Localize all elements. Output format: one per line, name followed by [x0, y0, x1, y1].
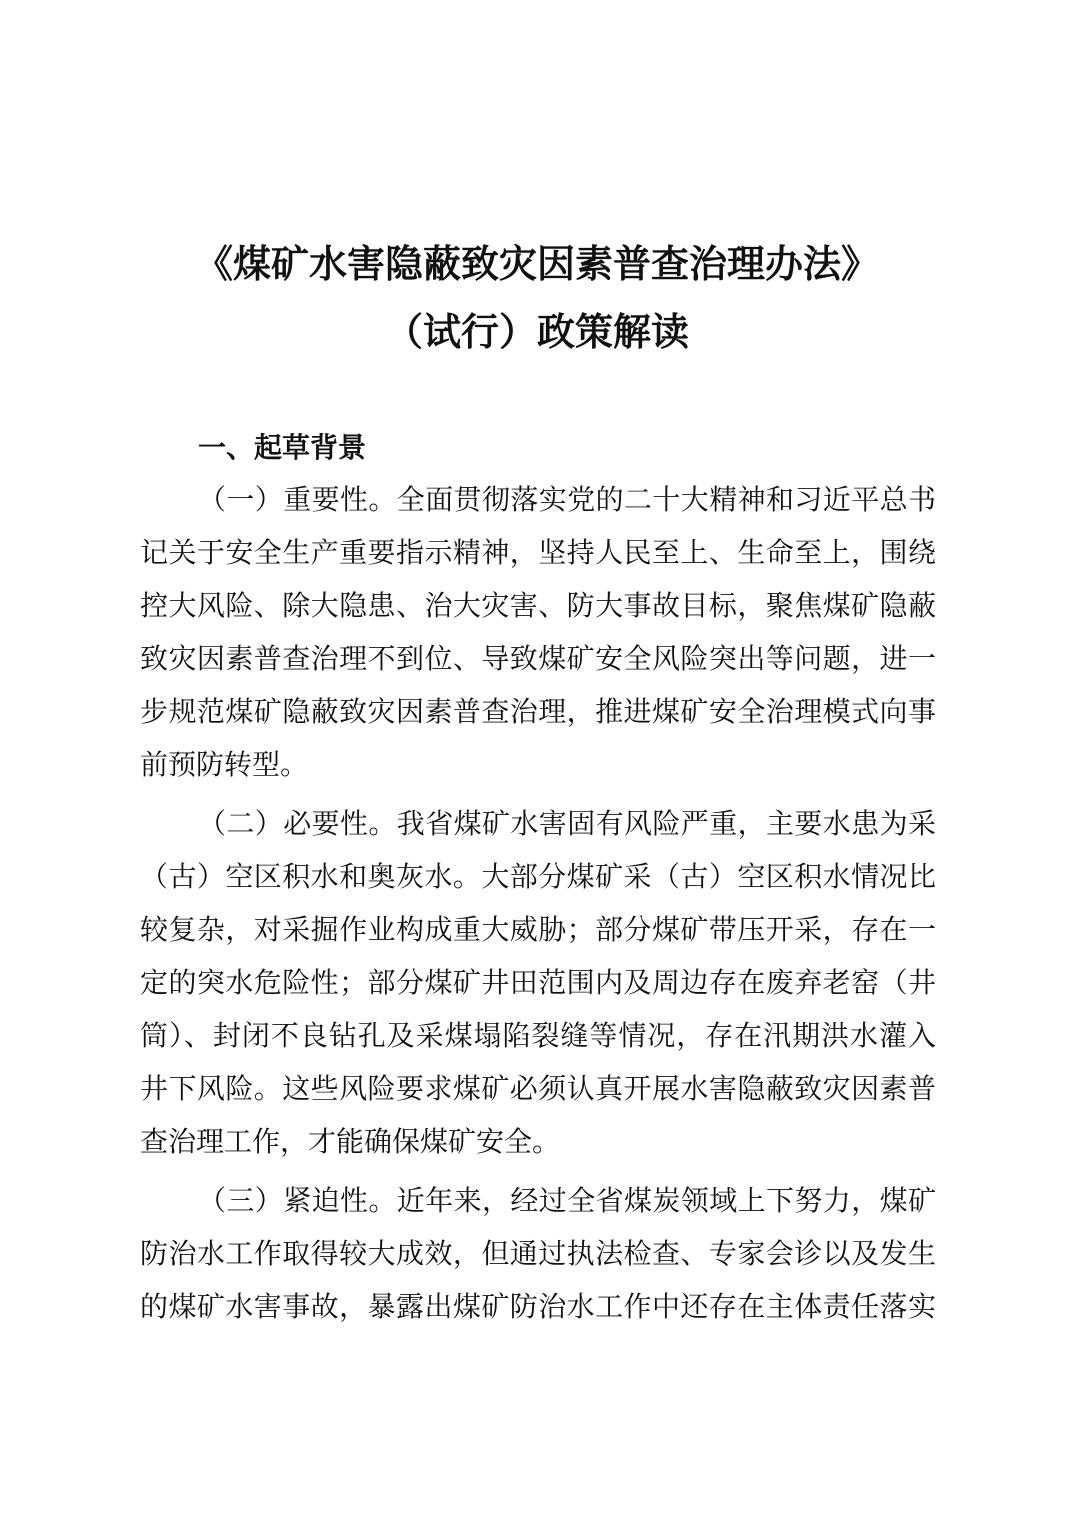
paragraph-1-line-2: 记关于安全生产重要指示精神，坚持人民至上、生命至上，围绕 — [140, 536, 936, 569]
paragraph-3-line-2: 防治水工作取得较大成效，但通过执法检查、专家会诊以及发生 — [140, 1237, 936, 1270]
paragraph-1-line-1: （一）重要性。全面贯彻落实党的二十大精神和习近平总书 — [198, 483, 936, 516]
paragraph-1-line-3: 控大风险、除大隐患、治大灾害、防大事故目标，聚焦煤矿隐蔽 — [140, 589, 936, 622]
paragraph-2-line-1: （二）必要性。我省煤矿水害固有风险严重，主要水患为采 — [198, 807, 936, 840]
document-title-line-2: （试行）政策解读 — [384, 309, 689, 354]
document-title-line-1: 《煤矿水害隐蔽致灾因素普查治理办法》 — [194, 241, 879, 286]
paragraph-2-line-2: （古）空区积水和奥灰水。大部分煤矿采（古）空区积水情况比 — [140, 860, 936, 893]
paragraph-1-line-5: 步规范煤矿隐蔽致灾因素普查治理，推进煤矿安全治理模式向事 — [140, 695, 936, 728]
paragraph-3-line-3: 的煤矿水害事故，暴露出煤矿防治水工作中还存在主体责任落实 — [140, 1290, 936, 1323]
paragraph-2-line-6: 井下风险。这些风险要求煤矿必须认真开展水害隐蔽致灾因素普 — [140, 1072, 936, 1105]
paragraph-3-line-1: （三）紧迫性。近年来，经过全省煤炭领域上下努力，煤矿 — [198, 1184, 936, 1217]
paragraph-1-line-6: 前预防转型。 — [140, 748, 309, 781]
paragraph-2-line-3: 较复杂，对采掘作业构成重大威胁；部分煤矿带压开采，存在一 — [140, 913, 936, 946]
paragraph-2-line-7: 查治理工作，才能确保煤矿安全。 — [140, 1125, 561, 1158]
section-heading-drafting-background: 一、起草背景 — [198, 431, 367, 464]
paragraph-1-line-4: 致灾因素普查治理不到位、导致煤矿安全风险突出等问题，进一 — [140, 642, 936, 675]
paragraph-2-line-4: 定的突水危险性；部分煤矿井田范围内及周边存在废弃老窑（井 — [140, 966, 936, 999]
paragraph-2-line-5: 筒）、封闭不良钻孔及采煤塌陷裂缝等情况，存在汛期洪水灌入 — [140, 1019, 936, 1052]
